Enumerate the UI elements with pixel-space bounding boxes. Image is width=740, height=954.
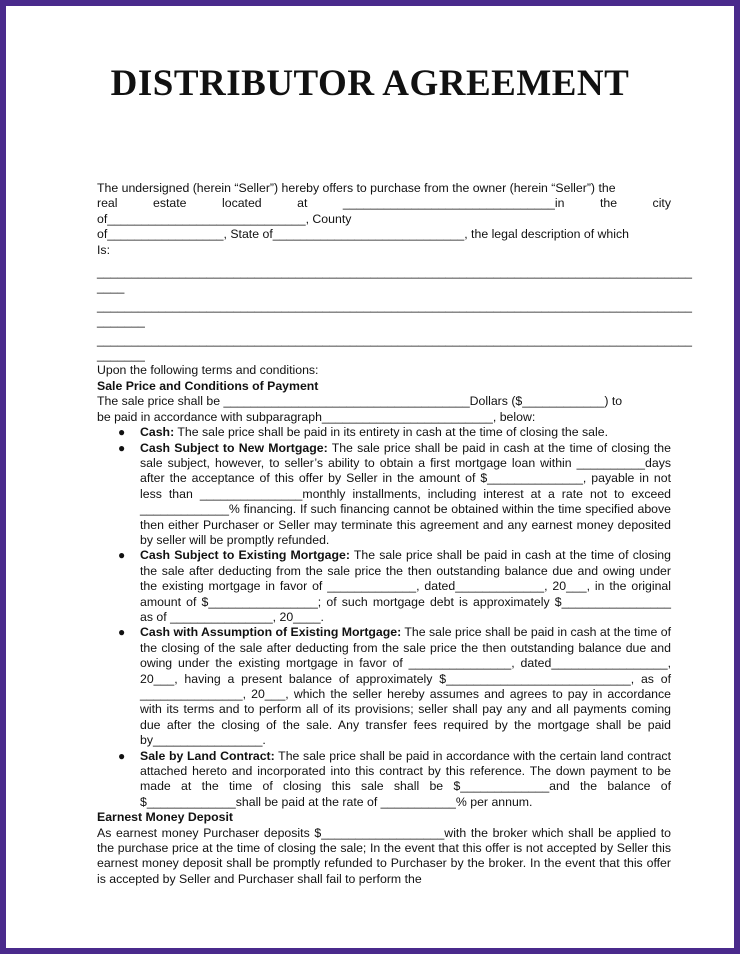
document-title: DISTRIBUTOR AGREEMENT — [110, 63, 630, 104]
document-page — [6, 6, 734, 948]
legal-blank-line: _______________________________________________________________________________________ — [97, 298, 692, 313]
item-text: The sale price shall be paid in accordance with the certain land contract attached hereto and incorporated into this contract by this reference. The down payment to be made at the time of closing this sale shall be $_____________and the balance of $_____________shall be paid at the rate of ___________% per annum. — [140, 748, 671, 809]
intro-line-3: of_____________________________, County — [97, 211, 352, 226]
bullet-icon: ● — [118, 748, 126, 763]
terms-intro: Upon the following terms and conditions: — [97, 363, 319, 378]
item-label: Cash Subject to New Mortgage: — [140, 440, 328, 455]
payment-options-list — [97, 425, 671, 810]
item-label: Cash with Assumption of Existing Mortgage: — [140, 625, 402, 640]
item-text: The sale price shall be paid in cash at the time of closing the sale after deducting from the sale price the then outstanding balance due and owing under the existing mortgage in favor of _____________, dated_____________, 20___, in the original amount of $________________; of such mortgage debt is approximately $________________ as of _______________, 20____. — [140, 548, 671, 624]
bullet-icon: ● — [118, 548, 126, 563]
item-text: The sale price shall be paid in cash at the time of the closing of the sale after deducting from the sale price the then outstanding balance due and owing under the existing mortgage in favor of _______________, dated_________________, 20___, having a present balance of approximately $___________________________, as of _______________, 20___, which the seller hereby assumes and agrees to pay in accordance with its terms and to perform all of its provisions; seller shall pay any and all payments coming due after the closing of the sale. Any transfer fees required by the mortgage shall be paid by________________. — [140, 625, 672, 748]
legal-blank-line: _______________________________________________________________________________________ — [97, 265, 692, 280]
legal-blank-line: _______ — [97, 348, 145, 363]
item-label: Sale by Land Contract: — [140, 748, 275, 763]
intro-line-4: of_________________, State of____________________________, the legal description of which — [97, 227, 629, 242]
legal-blank-line: ____ — [97, 280, 125, 295]
list-item — [97, 625, 671, 748]
document-body — [97, 181, 692, 887]
legal-blank-line: _______________________________________________________________________________________ — [97, 332, 692, 347]
sale-price-heading: Sale Price and Conditions of Payment — [97, 378, 319, 393]
list-item — [97, 441, 671, 549]
intro-line-5: Is: — [97, 242, 110, 257]
list-item — [97, 425, 671, 440]
item-text: The sale price shall be paid in its entirety in cash at the time of closing the sale. — [174, 425, 608, 440]
earnest-money-heading: Earnest Money Deposit — [97, 810, 233, 825]
bullet-icon: ● — [118, 625, 126, 640]
list-item — [97, 749, 671, 811]
item-text: The sale price shall be paid in cash at the time of closing the sale subject, however, to seller’s ability to obtain a first mortgage loan within __________days after the acceptance of this offer by Seller in the amount of $______________, payable in not less than _______________monthly installments, including interest at a rate not to exceed _____________% financing. If such financing cannot be obtained within the time specified above then either Purchaser or Seller may terminate this agreement and any earnest money deposited by seller will be promptly refunded. — [140, 440, 671, 547]
bullet-icon: ● — [118, 440, 126, 455]
earnest-money-text: As earnest money Purchaser deposits $__________________with the broker which shall be applied to the purchase price at the time of closing the sale; In the event that this offer is not accepted by Seller this earnest money deposit shall be promptly refunded to Purchaser by the broker. In the event that this offer is accepted by Seller and Purchaser shall fail to perform the — [97, 825, 671, 886]
intro-line-2: real estate located at _______________________________in the city — [97, 196, 671, 211]
item-label: Cash Subject to Existing Mortgage: — [140, 548, 350, 563]
legal-blank-line: _______ — [97, 314, 145, 329]
sale-price-line-2: be paid in accordance with subparagraph_________________________, below: — [97, 409, 536, 424]
sale-price-line-1: The sale price shall be ____________________________________Dollars ($____________) to — [97, 394, 623, 409]
intro-line-1: The undersigned (herein “Seller”) hereby offers to purchase from the owner (herein “Seller”) the — [97, 181, 616, 195]
item-label: Cash: — [140, 425, 175, 440]
list-item — [97, 548, 671, 625]
bullet-icon: ● — [118, 425, 126, 440]
